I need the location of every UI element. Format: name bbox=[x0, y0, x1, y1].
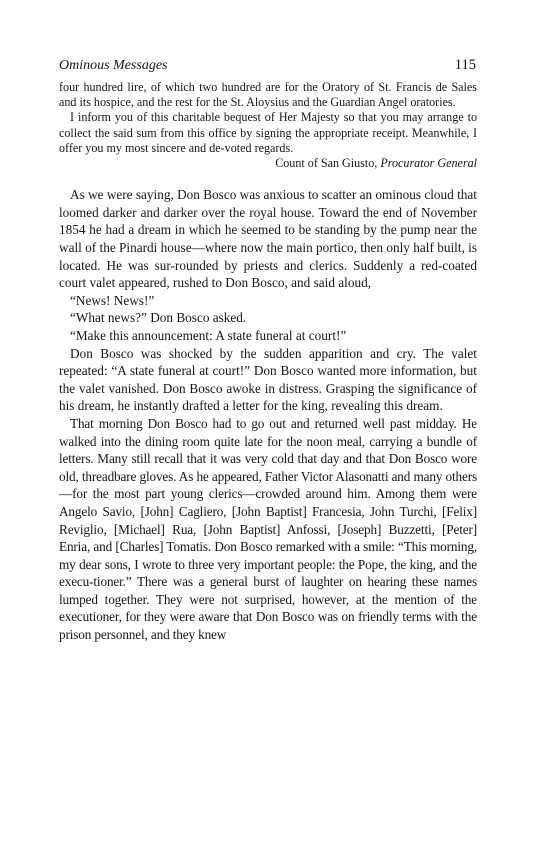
body-paragraph: “Make this announcement: A state funeral at court!” bbox=[70, 327, 347, 343]
page-number: 115 bbox=[454, 57, 476, 73]
book-page bbox=[59, 56, 477, 644]
letter-paragraph: I inform you of this charitable bequest of Her Majesty so that you may arrange to collect the said sum from this office by signing the appropriate receipt. Meanwhile, I offer you my most sincere and de-voted regards. bbox=[59, 110, 477, 155]
running-title: Ominous Messages bbox=[59, 58, 168, 73]
signature-title: Procurator General bbox=[380, 156, 477, 171]
body-paragraph: As we were saying, Don Bosco was anxious to scatter an ominous cloud that loomed darker and darker over the royal house. Toward the end of November 1854 he had a dream in which he seemed to be standing by the pump near the wall of the Pinardi house—where now the main portico, then only half built, is located. He was sur-rounded by priests and clerics. Suddenly a red-coated court valet appeared, rushed to Don Bosco, and said aloud, bbox=[59, 187, 477, 291]
body-text bbox=[59, 186, 477, 643]
signature-name: Count of San Giusto, bbox=[275, 156, 378, 171]
body-paragraph: That morning Don Bosco had to go out and returned well past midday. He walked into the dining room quite late for the noon meal, carrying a bundle of letters. Many still recall that it was very cold that day and that Don Bosco wore old, threadbare gloves. As he appeared, Father Victor Alasonatti and many others—for the most part young clerics—crowded around him. Among them were Angelo Savio, [John] Cagliero, [John Baptist] Francesia, John Turchi, [Felix] Reviglio, [Michael] Rua, [John Baptist] Anfossi, [Joseph] Buzzetti, [Peter] Enria, and [Charles] Tomatis. Don Bosco remarked with a smile: “This morning, my dear sons, I wrote to three very important people: the Pope, the king, and the execu-tioner.” There was a general burst of laughter on hearing these names lumped together. They were not surprised, however, at the mention of the executioner, for they were aware that Don Bosco was on friendly terms with the prison personnel, and they knew bbox=[59, 415, 477, 643]
letter-paragraph: four hundred lire, of which two hundred are for the Oratory of St. Francis de Sales and its hospice, and the rest for the St. Aloysius and the Guardian Angel oratories. bbox=[59, 80, 477, 110]
body-paragraph: “News! News!” bbox=[70, 292, 155, 308]
letter-signature bbox=[59, 156, 477, 171]
quoted-letter bbox=[59, 80, 477, 171]
body-paragraph: “What news?” Don Bosco asked. bbox=[70, 310, 247, 326]
body-paragraph: Don Bosco was shocked by the sudden apparition and cry. The valet repeated: “A state funeral at court!” Don Bosco wanted more information, but the valet vanished. Don Bosco awoke in distress. Grasping the significance of his dream, he instantly drafted a letter for the king, revealing this dream. bbox=[59, 345, 477, 414]
page-header bbox=[59, 56, 477, 75]
